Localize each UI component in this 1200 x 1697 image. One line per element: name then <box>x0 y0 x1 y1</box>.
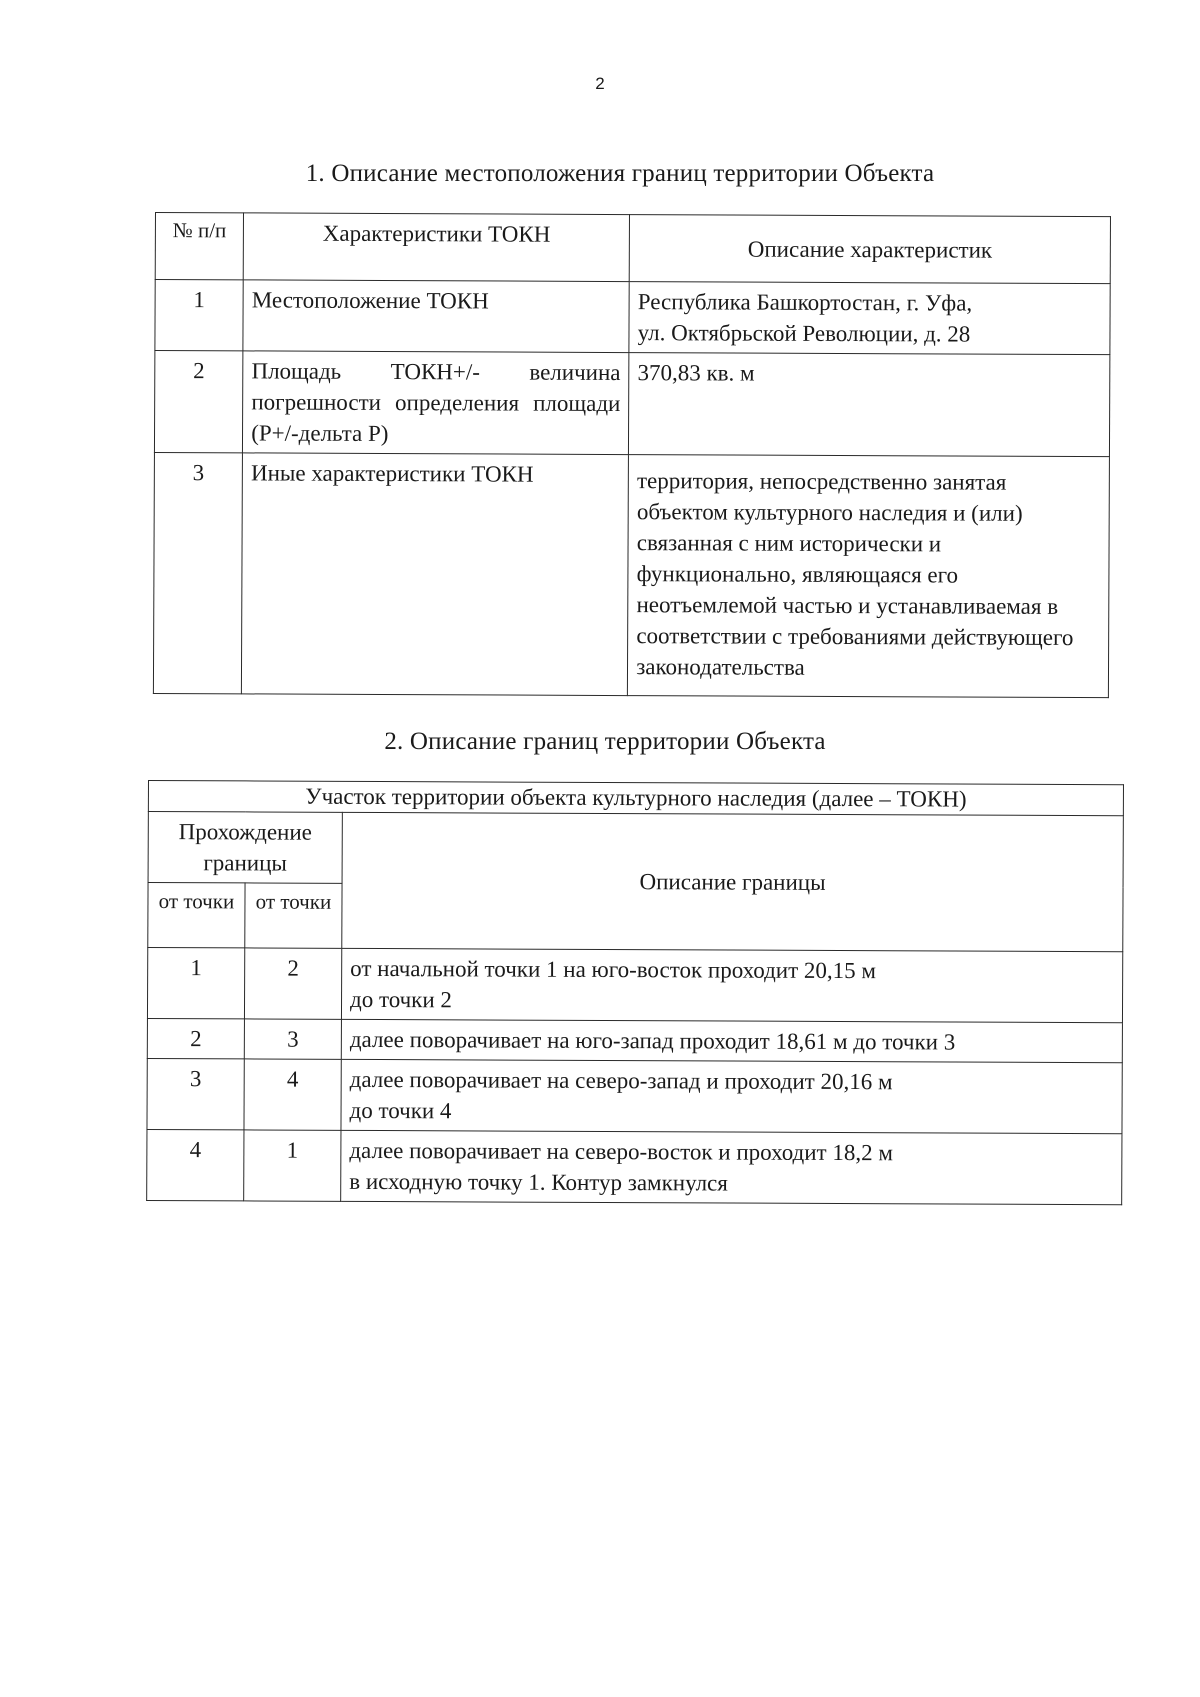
header-num: № п/п <box>155 213 243 280</box>
description-line: в исходную точку 1. Контур замкнулся <box>349 1168 728 1196</box>
value-line: Республика Башкортостан, г. Уфа, <box>637 289 973 316</box>
section2-heading: 2. Описание границ территории Объекта <box>384 728 826 755</box>
row-characteristic: Иные характеристики ТОКН <box>242 453 629 696</box>
table-title: Участок территории объекта культурного наследия (далее – ТОКН) <box>148 781 1123 816</box>
point-to: 2 <box>244 948 341 1019</box>
point-from: 1 <box>147 948 244 1019</box>
header-from: от точки <box>148 883 245 948</box>
boundary-table <box>146 780 1124 1205</box>
table-row <box>147 1129 1122 1204</box>
description-line: до точки 4 <box>349 1097 452 1124</box>
section1-heading: 1. Описание местоположения границ территории Объекта <box>305 160 935 187</box>
table-header-row <box>155 213 1110 284</box>
description-line: далее поворачивает на северо-восток и проходит 18,2 м <box>349 1137 893 1166</box>
row-number: 3 <box>153 452 242 693</box>
table-row <box>147 1058 1122 1133</box>
table-row <box>154 351 1109 457</box>
point-to: 4 <box>244 1059 341 1130</box>
table-header-row <box>148 812 1123 887</box>
header-passage: Прохождение границы <box>148 812 342 884</box>
table-row <box>155 280 1110 355</box>
table-row <box>147 948 1122 1023</box>
row-number: 1 <box>155 280 243 351</box>
boundary-description <box>341 1059 1122 1133</box>
header-characteristics: Характеристики ТОКН <box>243 213 629 282</box>
description-line: далее поворачивает на северо-запад и проходит 20,16 м <box>349 1066 893 1095</box>
value-line: ул. Октябрьской Революции, д. 28 <box>637 320 971 347</box>
point-from: 3 <box>147 1058 244 1129</box>
row-characteristic: Площадь ТОКН+/- величина погрешности определения площади (P+/-дельта P) <box>243 351 629 455</box>
table-row <box>153 452 1109 697</box>
description-line: до точки 2 <box>349 986 453 1013</box>
page-number: 2 <box>595 74 605 93</box>
row-value <box>629 282 1110 355</box>
description-line: далее поворачивает на юго-запад проходит 18,61 м до точки 3 <box>349 1026 956 1055</box>
table-row <box>147 1018 1122 1062</box>
header-to: от точки <box>245 883 342 948</box>
row-value: территория, непосредственно занятая объектом культурного наследия и (или) связанная с ним исторически и функционально, являющаяся его неотъемлемой частью и устанавливаемая в соответствии с требованиями действующего законодательства <box>628 455 1110 698</box>
location-table <box>153 212 1111 698</box>
row-number: 2 <box>154 351 243 453</box>
boundary-description <box>341 948 1122 1022</box>
header-description: Описание характеристик <box>629 215 1110 284</box>
row-value: 370,83 кв. м <box>629 353 1110 457</box>
point-from: 4 <box>147 1129 244 1200</box>
point-to: 1 <box>244 1130 341 1201</box>
boundary-description <box>341 1130 1122 1204</box>
point-to: 3 <box>244 1019 341 1059</box>
row-characteristic: Местоположение ТОКН <box>243 280 629 353</box>
description-line: от начальной точки 1 на юго-восток проходит 20,15 м <box>350 955 877 984</box>
header-description: Описание границы <box>342 812 1124 951</box>
table-title-row <box>148 781 1123 816</box>
boundary-description <box>341 1019 1122 1062</box>
point-from: 2 <box>147 1018 244 1058</box>
